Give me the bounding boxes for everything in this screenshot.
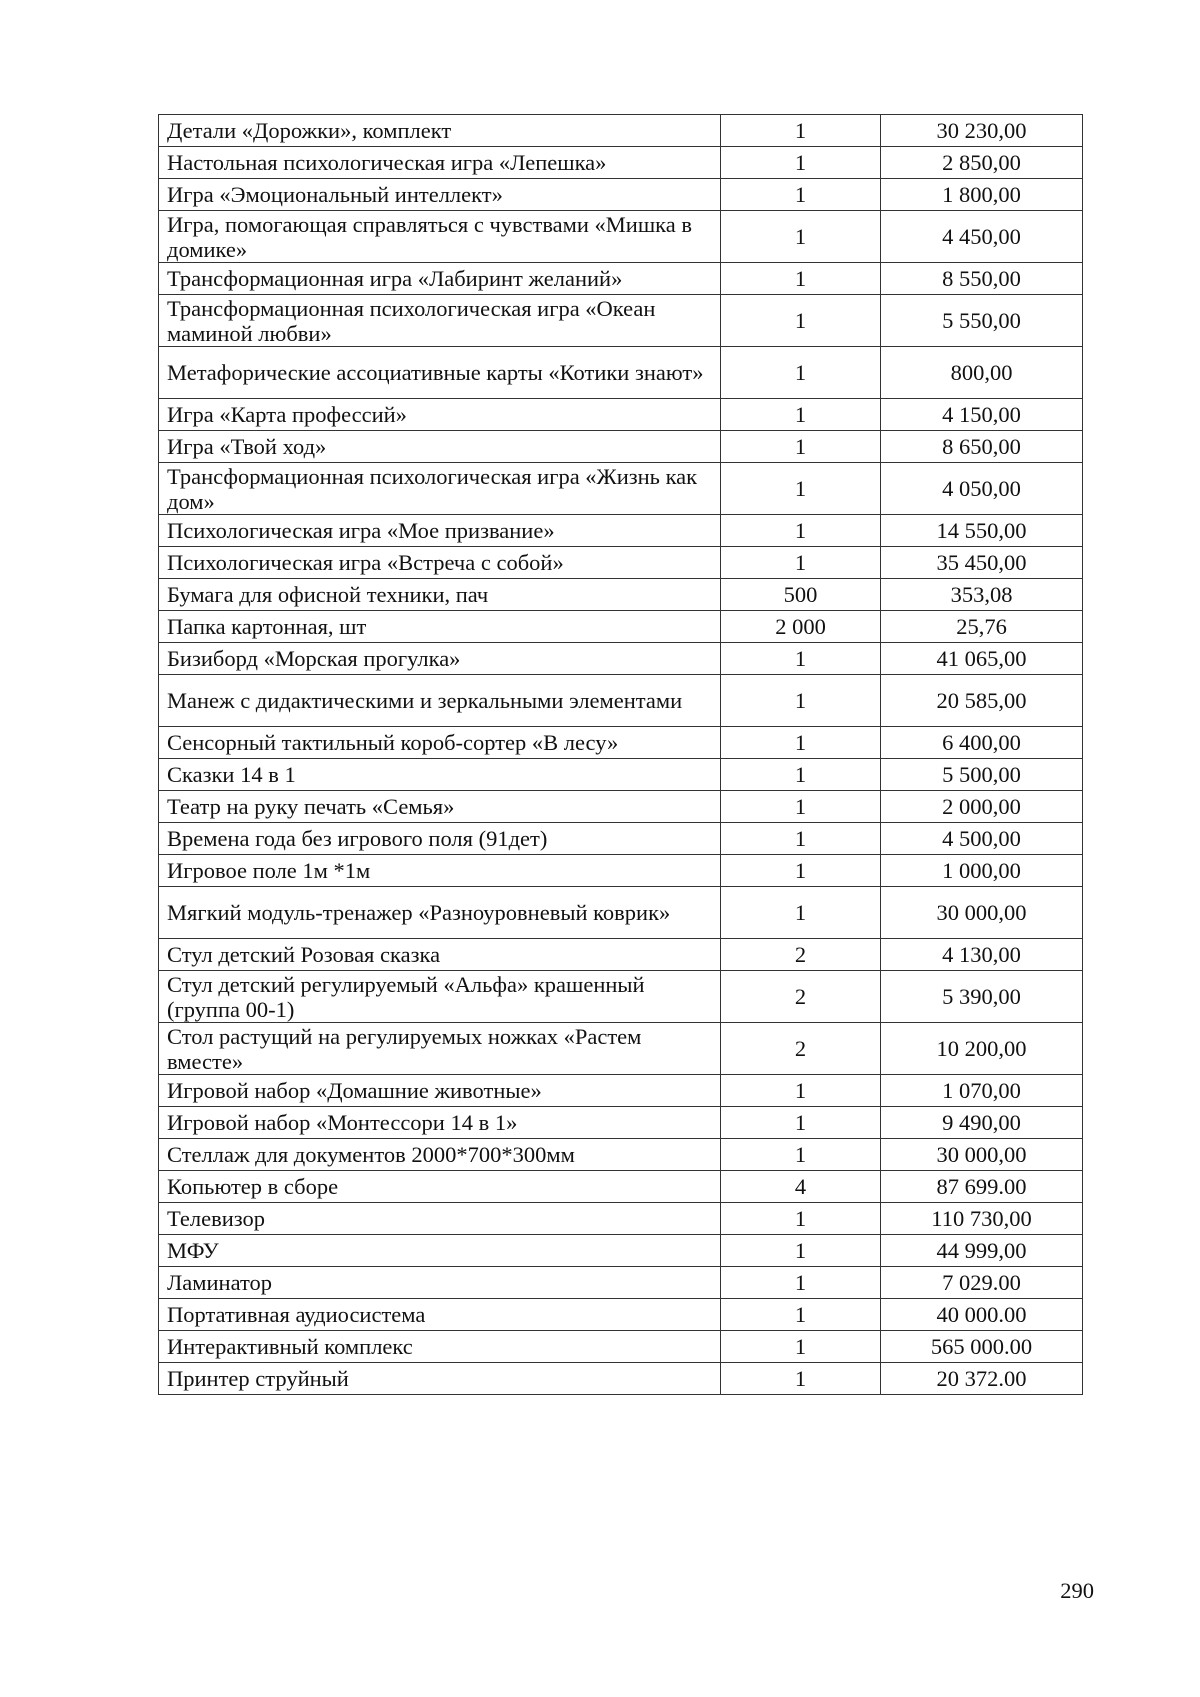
item-quantity-cell: 1 [721, 347, 881, 399]
item-quantity-cell: 1 [721, 399, 881, 431]
table-row [159, 115, 1083, 147]
item-price-cell: 565 000.00 [881, 1331, 1083, 1363]
item-name-cell: Трансформационная психологическая игра «Океан маминой любви» [159, 295, 721, 347]
table-row [159, 431, 1083, 463]
item-quantity-cell: 1 [721, 675, 881, 727]
table-row [159, 1235, 1083, 1267]
item-quantity-cell: 1 [721, 823, 881, 855]
item-price-cell: 353,08 [881, 579, 1083, 611]
item-price-cell: 35 450,00 [881, 547, 1083, 579]
table-row [159, 823, 1083, 855]
table-row [159, 1107, 1083, 1139]
table-row [159, 263, 1083, 295]
item-name-cell: Психологическая игра «Встреча с собой» [159, 547, 721, 579]
item-name-cell: Папка картонная, шт [159, 611, 721, 643]
item-quantity-cell: 1 [721, 887, 881, 939]
table-row [159, 547, 1083, 579]
table-row [159, 1299, 1083, 1331]
item-name-cell: Ламинатор [159, 1267, 721, 1299]
table-row [159, 211, 1083, 263]
item-name-cell: Трансформационная психологическая игра «Жизнь как дом» [159, 463, 721, 515]
item-price-cell: 4 050,00 [881, 463, 1083, 515]
item-name-cell: Игровой набор «Монтессори 14 в 1» [159, 1107, 721, 1139]
item-name-cell: МФУ [159, 1235, 721, 1267]
item-quantity-cell: 1 [721, 1235, 881, 1267]
table-row [159, 1023, 1083, 1075]
item-quantity-cell: 1 [721, 1107, 881, 1139]
item-quantity-cell: 1 [721, 179, 881, 211]
item-name-cell: Манеж с дидактическими и зеркальными элементами [159, 675, 721, 727]
item-quantity-cell: 1 [721, 1363, 881, 1395]
table-row [159, 1075, 1083, 1107]
item-name-cell: Интерактивный комплекс [159, 1331, 721, 1363]
item-quantity-cell: 4 [721, 1171, 881, 1203]
item-quantity-cell: 1 [721, 1203, 881, 1235]
table-row [159, 399, 1083, 431]
table-row [159, 759, 1083, 791]
item-name-cell: Бизиборд «Морская прогулка» [159, 643, 721, 675]
item-name-cell: Сказки 14 в 1 [159, 759, 721, 791]
item-price-cell: 8 550,00 [881, 263, 1083, 295]
table-row [159, 675, 1083, 727]
table-row [159, 179, 1083, 211]
item-quantity-cell: 1 [721, 759, 881, 791]
item-name-cell: Стул детский регулируемый «Альфа» крашенный (группа 00-1) [159, 971, 721, 1023]
table-row [159, 463, 1083, 515]
table-row [159, 855, 1083, 887]
table-row [159, 515, 1083, 547]
item-quantity-cell: 1 [721, 855, 881, 887]
items-table-body [159, 115, 1083, 1395]
item-price-cell: 20 585,00 [881, 675, 1083, 727]
item-price-cell: 4 500,00 [881, 823, 1083, 855]
item-quantity-cell: 1 [721, 515, 881, 547]
item-quantity-cell: 1 [721, 431, 881, 463]
item-price-cell: 5 390,00 [881, 971, 1083, 1023]
item-name-cell: Стеллаж для документов 2000*700*300мм [159, 1139, 721, 1171]
item-price-cell: 4 450,00 [881, 211, 1083, 263]
item-quantity-cell: 1 [721, 295, 881, 347]
item-price-cell: 25,76 [881, 611, 1083, 643]
item-price-cell: 20 372.00 [881, 1363, 1083, 1395]
item-quantity-cell: 1 [721, 211, 881, 263]
item-quantity-cell: 2 [721, 1023, 881, 1075]
item-price-cell: 2 850,00 [881, 147, 1083, 179]
item-price-cell: 110 730,00 [881, 1203, 1083, 1235]
item-quantity-cell: 1 [721, 1139, 881, 1171]
item-name-cell: Игровой набор «Домашние животные» [159, 1075, 721, 1107]
item-price-cell: 2 000,00 [881, 791, 1083, 823]
table-row [159, 1331, 1083, 1363]
item-quantity-cell: 2 [721, 939, 881, 971]
table-row [159, 939, 1083, 971]
item-name-cell: Игровое поле 1м *1м [159, 855, 721, 887]
table-row [159, 611, 1083, 643]
item-name-cell: Психологическая игра «Мое призвание» [159, 515, 721, 547]
item-name-cell: Портативная аудиосистема [159, 1299, 721, 1331]
item-quantity-cell: 2 [721, 971, 881, 1023]
item-price-cell: 40 000.00 [881, 1299, 1083, 1331]
table-row [159, 791, 1083, 823]
table-row [159, 971, 1083, 1023]
item-quantity-cell: 500 [721, 579, 881, 611]
item-name-cell: Сенсорный тактильный короб-сортер «В лесу» [159, 727, 721, 759]
item-name-cell: Театр на руку печать «Семья» [159, 791, 721, 823]
item-price-cell: 10 200,00 [881, 1023, 1083, 1075]
item-quantity-cell: 1 [721, 1331, 881, 1363]
items-table [158, 114, 1083, 1395]
item-name-cell: Копьютер в сборе [159, 1171, 721, 1203]
item-price-cell: 4 130,00 [881, 939, 1083, 971]
item-price-cell: 6 400,00 [881, 727, 1083, 759]
item-name-cell: Игра, помогающая справляться с чувствами «Мишка в домике» [159, 211, 721, 263]
item-name-cell: Детали «Дорожки», комплект [159, 115, 721, 147]
item-name-cell: Телевизор [159, 1203, 721, 1235]
item-name-cell: Игра «Твой ход» [159, 431, 721, 463]
item-price-cell: 30 000,00 [881, 887, 1083, 939]
item-name-cell: Трансформационная игра «Лабиринт желаний» [159, 263, 721, 295]
item-quantity-cell: 1 [721, 463, 881, 515]
item-price-cell: 5 500,00 [881, 759, 1083, 791]
item-quantity-cell: 1 [721, 1075, 881, 1107]
item-price-cell: 44 999,00 [881, 1235, 1083, 1267]
item-price-cell: 9 490,00 [881, 1107, 1083, 1139]
item-price-cell: 30 000,00 [881, 1139, 1083, 1171]
table-row [159, 579, 1083, 611]
table-row [159, 1171, 1083, 1203]
item-price-cell: 41 065,00 [881, 643, 1083, 675]
item-quantity-cell: 1 [721, 727, 881, 759]
table-row [159, 1203, 1083, 1235]
table-row [159, 727, 1083, 759]
item-price-cell: 1 000,00 [881, 855, 1083, 887]
item-name-cell: Игра «Эмоциональный интеллект» [159, 179, 721, 211]
item-name-cell: Стол растущий на регулируемых ножках «Растем вместе» [159, 1023, 721, 1075]
item-quantity-cell: 2 000 [721, 611, 881, 643]
item-price-cell: 5 550,00 [881, 295, 1083, 347]
item-name-cell: Метафорические ассоциативные карты «Котики знают» [159, 347, 721, 399]
table-row [159, 147, 1083, 179]
item-price-cell: 14 550,00 [881, 515, 1083, 547]
item-name-cell: Настольная психологическая игра «Лепешка» [159, 147, 721, 179]
item-price-cell: 8 650,00 [881, 431, 1083, 463]
item-quantity-cell: 1 [721, 791, 881, 823]
item-name-cell: Игра «Карта профессий» [159, 399, 721, 431]
table-row [159, 295, 1083, 347]
item-price-cell: 87 699.00 [881, 1171, 1083, 1203]
item-price-cell: 1 800,00 [881, 179, 1083, 211]
item-quantity-cell: 1 [721, 1267, 881, 1299]
item-price-cell: 800,00 [881, 347, 1083, 399]
item-name-cell: Бумага для офисной техники, пач [159, 579, 721, 611]
item-price-cell: 1 070,00 [881, 1075, 1083, 1107]
item-name-cell: Принтер струйный [159, 1363, 721, 1395]
item-quantity-cell: 1 [721, 263, 881, 295]
item-price-cell: 7 029.00 [881, 1267, 1083, 1299]
item-name-cell: Мягкий модуль-тренажер «Разноуровневый коврик» [159, 887, 721, 939]
item-price-cell: 30 230,00 [881, 115, 1083, 147]
item-name-cell: Стул детский Розовая сказка [159, 939, 721, 971]
item-quantity-cell: 1 [721, 643, 881, 675]
table-row [159, 1363, 1083, 1395]
item-quantity-cell: 1 [721, 1299, 881, 1331]
item-quantity-cell: 1 [721, 547, 881, 579]
table-row [159, 1267, 1083, 1299]
item-name-cell: Времена года без игрового поля (91дет) [159, 823, 721, 855]
item-quantity-cell: 1 [721, 115, 881, 147]
item-price-cell: 4 150,00 [881, 399, 1083, 431]
table-row [159, 347, 1083, 399]
table-row [159, 887, 1083, 939]
table-row [159, 1139, 1083, 1171]
page-number: 290 [1060, 1578, 1094, 1603]
table-row [159, 643, 1083, 675]
item-quantity-cell: 1 [721, 147, 881, 179]
